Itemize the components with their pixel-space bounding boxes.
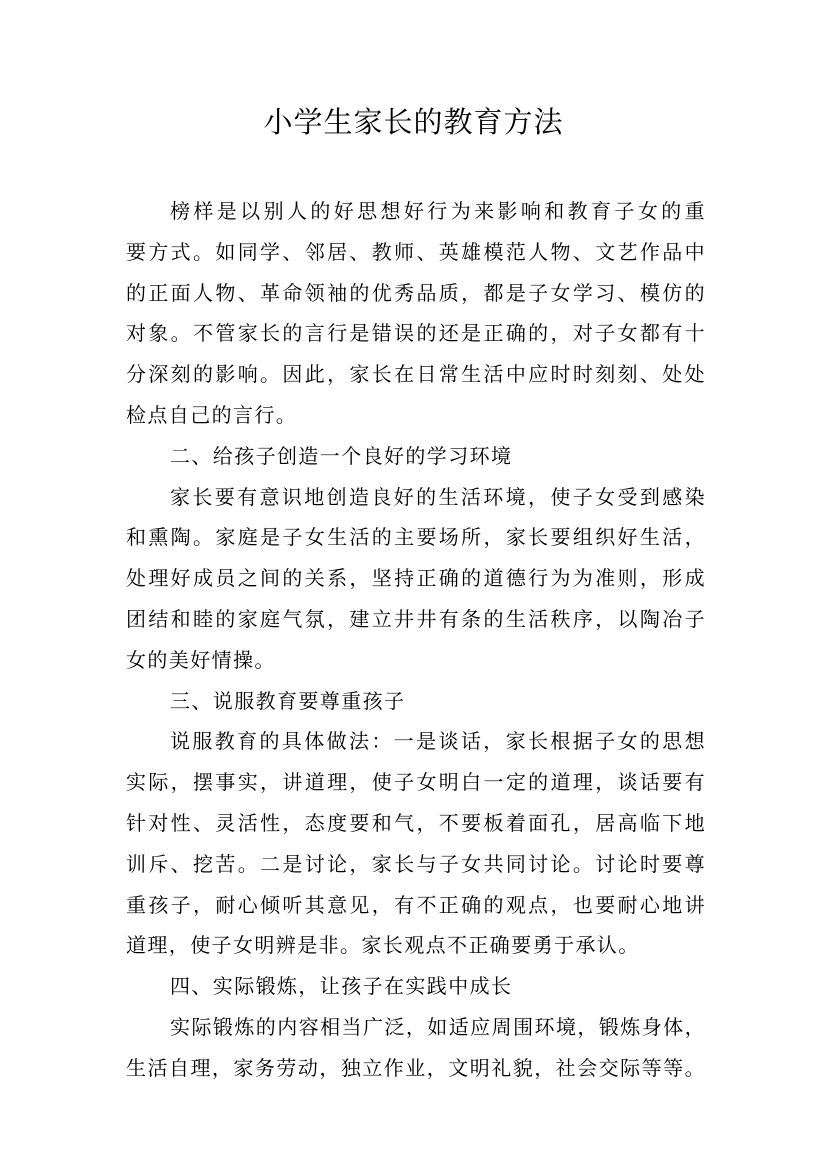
- paragraph-line: 的正面人物、革命领袖的优秀品质，都是子女学习、模仿的: [126, 280, 706, 305]
- paragraph-line: 和熏陶。家庭是子女生活的主要场所，家长要组织好生活，: [126, 525, 706, 550]
- paragraph-line: 实际锻炼的内容相当广泛，如适应周围环境，锻炼身体，: [170, 1014, 706, 1039]
- paragraph-line: 重孩子，耐心倾听其意见，有不正确的观点，也要耐心地讲: [126, 892, 706, 917]
- paragraph-line: 榜样是以别人的好思想好行为来影响和教育子女的重: [170, 199, 706, 223]
- section-heading: 四、实际锻炼，让孩子在实践中成长: [170, 974, 513, 999]
- paragraph-line: 要方式。如同学、邻居、教师、英雄模范人物、文艺作品中: [126, 239, 706, 264]
- section-heading: 三、说服教育要尊重孩子: [170, 688, 406, 713]
- document-body: [126, 191, 706, 1089]
- paragraph-line: 对象。不管家长的言行是错误的还是正确的，对子女都有十: [126, 321, 706, 346]
- paragraph-line: 道理，使子女明辨是非。家长观点不正确要勇于承认。: [126, 933, 640, 958]
- section-heading: 二、给孩子创造一个良好的学习环境: [170, 443, 513, 468]
- paragraph-line: 训斥、挖苦。二是讨论，家长与子女共同讨论。讨论时要尊: [126, 851, 706, 876]
- paragraph-line: 生活自理，家务劳动，独立作业，文明礼貌，社会交际等等。: [126, 1055, 706, 1080]
- paragraph-line: 家长要有意识地创造良好的生活环境，使子女受到感染: [170, 484, 706, 509]
- paragraph-line: 实际，摆事实，讲道理，使子女明白一定的道理，谈话要有: [126, 770, 706, 795]
- paragraph-line: 针对性、灵活性，态度要和气，不要板着面孔，居高临下地: [126, 810, 706, 835]
- paragraph-line: 处理好成员之间的关系，坚持正确的道德行为为准则，形成: [126, 566, 706, 591]
- paragraph-line: 分深刻的影响。因此，家长在日常生活中应时时刻刻、处处: [126, 362, 706, 387]
- paragraph-line: 团结和睦的家庭气氛，建立井井有条的生活秩序，以陶冶子: [126, 606, 706, 631]
- paragraph-line: 女的美好情操。: [126, 647, 276, 672]
- document-title: 小学生家长的教育方法: [263, 105, 564, 139]
- paragraph-line: 检点自己的言行。: [126, 402, 298, 427]
- paragraph-line: 说服教育的具体做法：一是谈话，家长根据子女的思想: [170, 729, 706, 754]
